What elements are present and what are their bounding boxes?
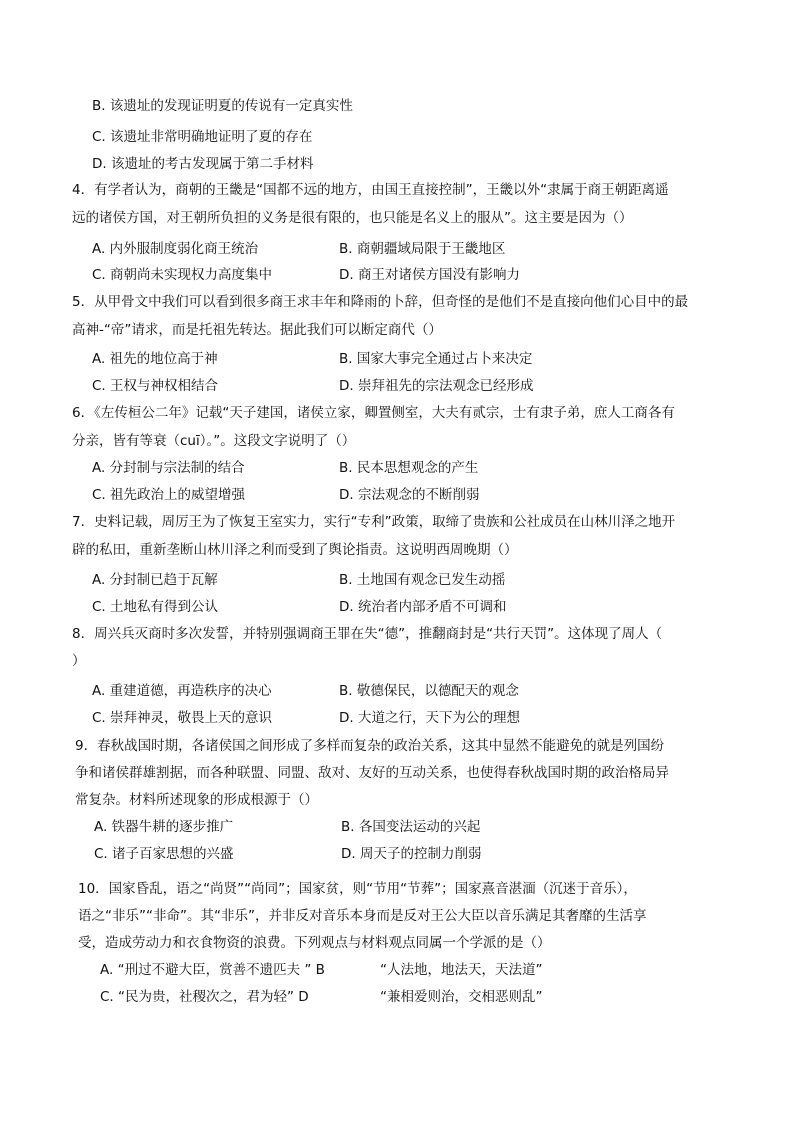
q5-option-d: D. 崇拜祖先的宗法观念已经形成	[339, 378, 534, 394]
q7-stem-line-1: 7．史料记载，周厉王为了恢复王室实力，实行“专利”政策，取缔了贵族和公社成员在山林川泽之地开	[72, 514, 676, 530]
q10-stem-line-3: 受，造成劳动力和衣食物资的浪费。下列观点与材料观点同属一个学派的是（）	[78, 935, 551, 951]
q4-stem-line-2: 远的诸侯方国，对王朝所负担的义务是很有限的，也只能是名义上的服从”。这主要是因为（）	[72, 210, 633, 226]
q10-option-a: A. “刑过不避大臣，赏善不遗匹夫 ” B	[100, 962, 325, 978]
q6-option-a: A. 分封制与宗法制的结合	[92, 460, 245, 476]
q7-option-a: A. 分封制已趋于瓦解	[92, 572, 218, 588]
q5-option-b: B. 国家大事完全通过占卜来决定	[339, 351, 533, 367]
q8-option-a: A. 重建道德，再造秩序的决心	[92, 683, 272, 699]
q4-option-c: C. 商朝尚未实现权力高度集中	[92, 267, 273, 283]
q5-stem-line-2: 高神-“帝”请求，而是托祖先转达。据此我们可以断定商代（）	[72, 322, 442, 338]
q3-option-c: C. 该遗址非常明确地证明了夏的存在	[92, 129, 313, 145]
q10-option-b: “人法地，地法天，天法道”	[380, 962, 543, 978]
q8-option-b: B. 敬德保民，以德配天的观念	[339, 683, 519, 699]
q4-option-b: B. 商朝疆域局限于王畿地区	[339, 241, 506, 257]
q6-option-d: D. 宗法观念的不断削弱	[339, 487, 480, 503]
q10-option-c: C. “民为贵，社稷次之，君为轻” D	[100, 989, 309, 1005]
q10-stem-line-2: 语之“非乐”“非命”。其“非乐”，并非反对音乐本身而是反对王公大臣以音乐满足其奢靡的生活享	[78, 908, 647, 924]
q7-option-d: D. 统治者内部矛盾不可调和	[339, 599, 507, 615]
q9-stem-line-2: 争和诸侯群雄割据，而各种联盟、同盟、敌对、友好的互动关系，也使得春秋战国时期的政治格局异	[75, 765, 669, 781]
q7-option-c: C. 土地私有得到公认	[92, 599, 219, 615]
q3-option-b: B. 该遗址的发现证明夏的传说有一定真实性	[92, 98, 353, 114]
q6-stem-line-2: 分亲，皆有等衰（cuī）。”。这段文字说明了（）	[72, 433, 356, 449]
q3-option-d: D. 该遗址的考古发现属于第二手材料	[92, 156, 314, 172]
q9-option-b: B. 各国变法运动的兴起	[341, 819, 481, 835]
q4-option-a: A. 内外服制度弱化商王统治	[92, 241, 259, 257]
q9-option-a: A. 铁器牛耕的逐步推广	[94, 819, 234, 835]
q7-stem-line-2: 辟的私田，重新垄断山林川泽之利而受到了舆论指责。这说明西周晚期（）	[72, 542, 518, 558]
q8-option-d: D. 大道之行，天下为公的理想	[339, 710, 520, 726]
q6-option-b: B. 民本思想观念的产生	[339, 460, 479, 476]
q9-stem-line-3: 常复杂。材料所述现象的形成根源于（）	[75, 792, 318, 808]
q4-option-d: D. 商王对诸侯方国没有影响力	[339, 267, 520, 283]
q5-option-c: C. 王权与神权相结合	[92, 378, 219, 394]
q4-stem-line-1: 4．有学者认为，商朝的王畿是“国都不远的地方，由国王直接控制”，王畿以外“隶属于商王朝距离遥	[72, 182, 669, 198]
q6-option-c: C. 祖先政治上的威望增强	[92, 487, 246, 503]
q9-option-d: D. 周天子的控制力削弱	[341, 846, 482, 862]
q5-stem-line-1: 5．从甲骨文中我们可以看到很多商王求丰年和降雨的卜辞，但奇怪的是他们不是直接向他们心目中的最	[72, 294, 689, 310]
q10-option-d: “兼相爱则治，交相恶则乱”	[380, 989, 543, 1005]
q9-option-c: C. 诸子百家思想的兴盛	[94, 846, 234, 862]
q8-stem-line-2: ）	[72, 653, 86, 669]
q6-stem-line-1: 6．《左传桓公二年》记载“天子建国，诸侯立家，卿置侧室，大夫有贰宗，士有隶子弟，庶人工商各有	[72, 405, 675, 421]
q10-stem-line-1: 10．国家昏乱，语之“尚贤”“尚同”；国家贫，则“节用“节葬”；国家熹音湛湎（沉迷于音乐），	[78, 881, 637, 897]
q8-stem-line-1: 8．周兴兵灭商时多次发誓，并特别强调商王罪在失“德”，推翻商封是“共行天罚”。这体现了周人（	[72, 626, 663, 642]
q8-option-c: C. 崇拜神灵，敬畏上天的意识	[92, 710, 273, 726]
q5-option-a: A. 祖先的地位高于神	[92, 351, 218, 367]
q9-stem-line-1: 9．春秋战国时期，各诸侯国之间形成了多样而复杂的政治关系，这其中显然不能避免的就是列国纷	[75, 738, 665, 754]
q7-option-b: B. 土地国有观念已发生动摇	[339, 572, 506, 588]
